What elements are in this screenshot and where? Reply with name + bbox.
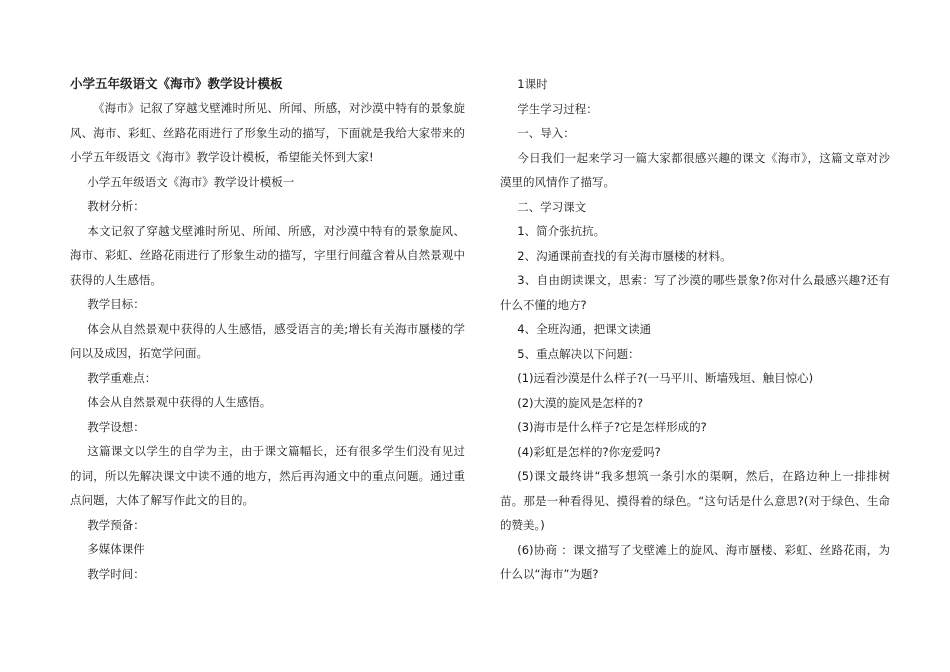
section-heading-intro: 一、导入： (517, 126, 575, 140)
study-step-2: 2、沟通课前查找的有关海市蜃楼的材料。 (517, 248, 732, 263)
study-step-1: 1、简介张抗抗。 (517, 224, 606, 238)
section-heading-analysis: 教材分析： (87, 199, 145, 213)
study-step-4: 4、全班沟通，把课文读通 (517, 322, 652, 336)
intro-step-paragraph: 今日我们一起来学习一篇大家都很感兴趣的课文《海市》，这篇文章对沙漠里的风情作了描写。 (500, 150, 890, 189)
preparation-paragraph: 多媒体课件 (87, 542, 145, 556)
difficulty-paragraph: 体会从自然景观中获得的人生感悟。 (87, 395, 272, 409)
question-1: (1)远看沙漠是什么样子?(一马平川、断墙残垣、触目惊心) (517, 371, 814, 385)
right-column (500, 72, 890, 587)
goals-paragraph: 体会从自然景观中获得的人生感悟，感受语言的美;增长有关海市蜃楼的学问以及成因，拓宽学问面。 (70, 321, 465, 360)
section-heading-process: 学生学习过程： (517, 101, 598, 116)
question-4: (4)彩虹是怎样的?你宠爱吗? (517, 444, 661, 459)
study-step-3: 3、自由朗读课文，思索：写了沙漠的哪些景象?你对什么最感兴趣?还有什么不懂的地方? (500, 273, 890, 312)
question-2: (2)大漠的旋风是怎样的? (517, 395, 644, 410)
section-heading-difficulty: 教学重难点： (87, 370, 157, 385)
intro-paragraph: 《海市》记叙了穿越戈壁滩时所见、所闻、所感，对沙漠中特有的景象旋风、海市、彩虹、丝路花雨进行了形象生动的描写，下面就是我给大家带来的小学五年级语文《海市》教学设计模板，希望能关怀到大家! (70, 101, 465, 164)
section-heading-goals: 教学目标： (87, 297, 145, 311)
section-heading-preparation: 教学预备： (87, 517, 145, 532)
left-column (70, 72, 465, 586)
question-6: (6)协商 ：课文描写了戈壁滩上的旋风、海市蜃楼、彩虹、丝路花雨，为什么以“海市”为题? (500, 542, 890, 581)
section-heading-time: 教学时间： (87, 566, 145, 581)
time-paragraph: 1课时 (517, 77, 548, 91)
template-heading: 小学五年级语文《海市》教学设计模板一 (87, 174, 295, 189)
design-paragraph: 这篇课文以学生的自学为主，由于课文篇幅长，还有很多学生们没有见过的词，所以先解决课文中读不通的地方，然后再沟通文中的重点问题。通过重点问题，大体了解写作此文的目的。 (70, 444, 465, 507)
study-step-5: 5、重点解决以下问题： (517, 346, 640, 361)
section-heading-study: 二、学习课文 (517, 199, 587, 214)
question-5: (5)课文最终讲“我多想筑一条引水的渠啊，然后，在路边种上一排排树苗。那是一种看得见、摸得着的绿色。“这句话是什么意思?(对于绿色、生命的赞美。) (500, 469, 890, 532)
question-3: (3)海市是什么样子?它是怎样形成的? (517, 420, 707, 434)
analysis-paragraph: 本文记叙了穿越戈壁滩时所见、所闻、所感，对沙漠中特有的景象旋风、海市、彩虹、丝路花雨进行了形象生动的描写，字里行间蕴含着从自然景观中获得的人生感悟。 (70, 223, 465, 287)
document-title: 小学五年级语文《海市》教学设计模板 (70, 76, 283, 91)
section-heading-design: 教学设想： (87, 419, 145, 434)
